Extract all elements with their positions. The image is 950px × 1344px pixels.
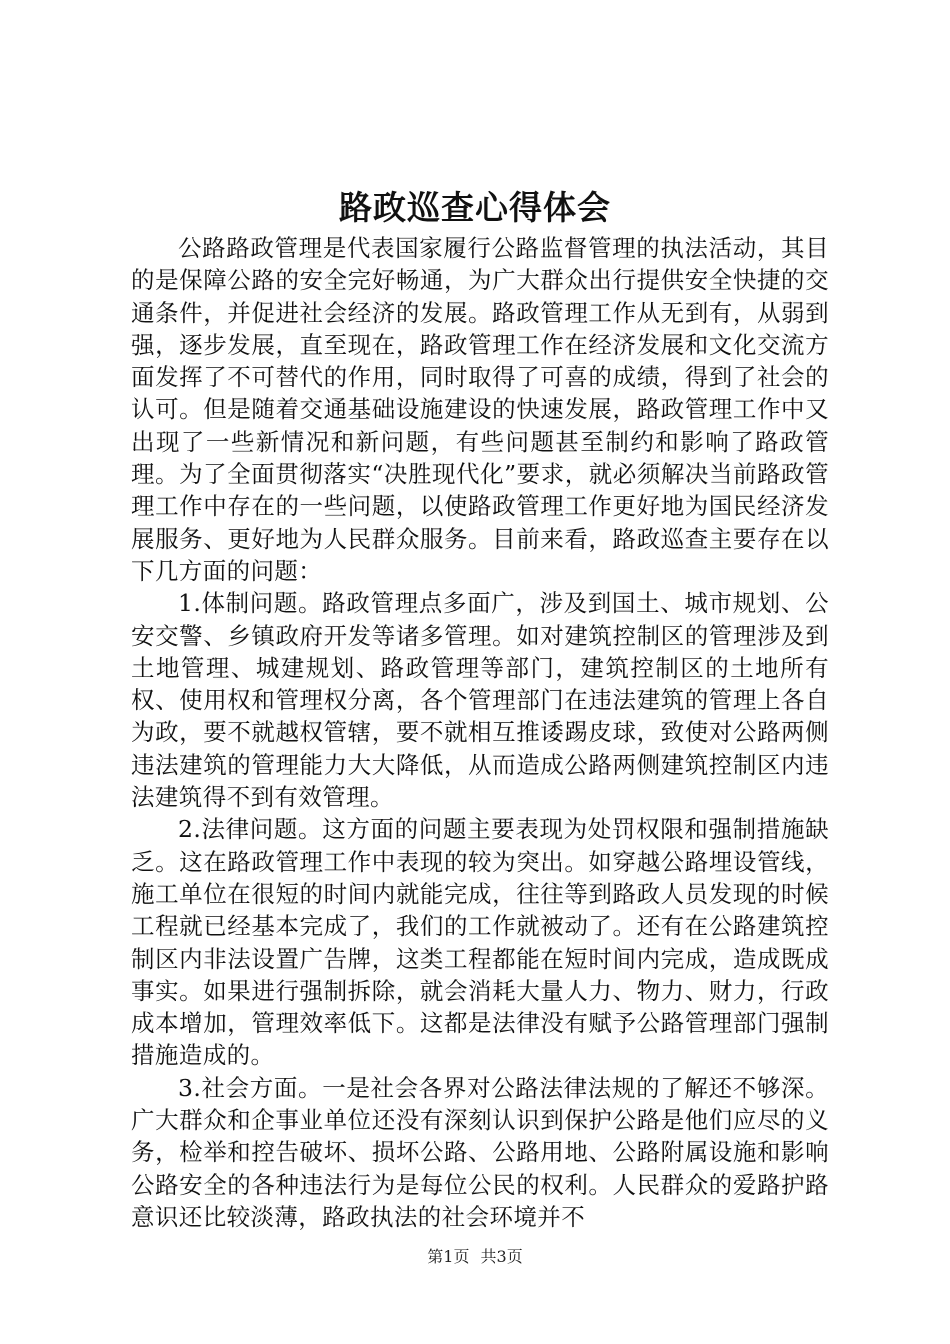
page-total: 共3页 — [480, 1247, 523, 1266]
document-body — [131, 232, 829, 1233]
page-footer — [0, 1246, 950, 1268]
document-title: 路政巡查心得体会 — [339, 188, 611, 227]
paragraph-institutional-issues: 1.体制问题。路政管理点多面广，涉及到国土、城市规划、公安交警、乡镇政府开发等诸多管理。如对建筑控制区的管理涉及到土地管理、城建规划、路政管理等部门，建筑控制区的土地所有权、使用权和管理权分离，各个管理部门在违法建筑的管理上各自为政，要不就越权管辖，要不就相互推诿踢皮球，致使对公路两侧违法建筑的管理能力大大降低，从而造成公路两侧建筑控制区内违法建筑得不到有效管理。 — [131, 589, 829, 812]
paragraph-social-issues: 3.社会方面。一是社会各界对公路法律法规的了解还不够深。广大群众和企事业单位还没有深刻认识到保护公路是他们应尽的义务，检举和控告破坏、损坏公路、公路用地、公路附属设施和影响公路安全的各种违法行为是每位公民的权利。人民群众的爱路护路意识还比较淡薄，路政执法的社会环境并不 — [131, 1073, 829, 1231]
paragraph-legal-issues: 2.法律问题。这方面的问题主要表现为处罚权限和强制措施缺乏。这在路政管理工作中表现的较为突出。如穿越公路埋设管线，施工单位在很短的时间内就能完成，往往等到路政人员发现的时候工程就已经基本完成了，我们的工作就被动了。还有在公路建筑控制区内非法设置广告牌，这类工程都能在短时间内完成，造成既成事实。如果进行强制拆除，就会消耗大量人力、物力、财力，行政成本增加，管理效率低下。这都是法律没有赋予公路管理部门强制措施造成的。 — [131, 815, 829, 1070]
page-number: 第1页 — [427, 1247, 470, 1266]
paragraph-intro: 公路路政管理是代表国家履行公路监督管理的执法活动，其目的是保障公路的安全完好畅通，为广大群众出行提供安全快捷的交通条件，并促进社会经济的发展。路政管理工作从无到有，从弱到强，逐步发展，直至现在，路政管理工作在经济发展和文化交流方面发挥了不可替代的作用，同时取得了可喜的成绩，得到了社会的认可。但是随着交通基础设施建设的快速发展，路政管理工作中又出现了一些新情况和新问题，有些问题甚至制约和影响了路政管理。为了全面贯彻落实“决胜现代化”要求，就必须解决当前路政管理工作中存在的一些问题，以使路政管理工作更好地为国民经济发展服务、更好地为人民群众服务。目前来看，路政巡查主要存在以下几方面的问题： — [131, 234, 829, 585]
